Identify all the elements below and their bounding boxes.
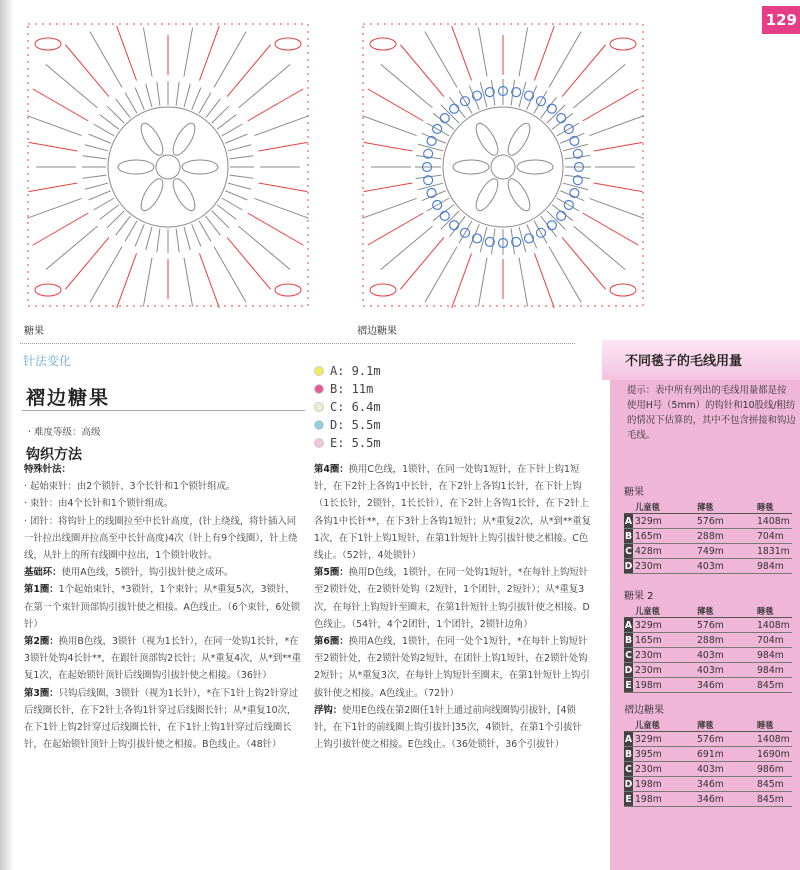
stitch-mark [100, 205, 119, 220]
special-stitch-item: · 束针：由4个长针和1个锁针组成。 [24, 498, 174, 510]
cluster-mark [169, 176, 199, 214]
stitch-mark [143, 258, 152, 307]
table-name: 褶边糖果 [624, 705, 664, 716]
table-row [624, 544, 792, 559]
table-row [624, 732, 792, 747]
cluster-mark [517, 160, 553, 174]
stitch-mark [364, 183, 413, 192]
stitch-mark [228, 145, 251, 151]
page-number: 129 [762, 6, 800, 34]
table-cell: 403m [695, 648, 755, 663]
row-key: B [624, 748, 633, 760]
table-row [624, 792, 792, 807]
stitch-mark [229, 175, 253, 178]
table-cell: 288m [695, 529, 755, 544]
stitch-mark [176, 82, 179, 106]
table-cell: 749m [695, 544, 755, 559]
yarn-label: A: 9.1m [330, 364, 381, 378]
table-row [624, 529, 792, 544]
table-cell: 288m [695, 633, 755, 648]
round-outline [443, 107, 563, 227]
corner-cluster [275, 284, 301, 296]
stitch-mark [217, 115, 236, 130]
table-cell: 428m [633, 544, 695, 559]
corner-cluster [610, 38, 636, 50]
stitch-mark [212, 106, 229, 123]
stitch-mark [27, 198, 82, 218]
table-cell: 984m [755, 559, 792, 574]
crochet-chart-ruffle-candy [353, 12, 653, 317]
cluster-mark [472, 120, 502, 158]
table-cell: 230m [633, 762, 695, 777]
round-label: 浮钩： [314, 704, 343, 716]
corner-cluster [370, 38, 396, 50]
stitch-mark [364, 142, 413, 151]
stitch-mark [89, 134, 111, 143]
stitch-mark [85, 183, 108, 189]
stitch-mark [83, 156, 107, 159]
stitch-mark [452, 253, 472, 308]
stitch-mark [157, 82, 160, 106]
round-text: 只钩后线圈，3锁针（视为1长针），*在下1针上钩2针穿过后线圈长针，在下2针上各钩1针穿过后线圈长针；从*重复10次，在下1针上钩2针穿过后线圈长针，在下1针上钩1针穿过后线圈长针，在起始锁针顶针上钩引拔针使之相接。B色线止。（48针） [24, 687, 299, 751]
row-key: C [625, 763, 632, 775]
row-key: C [625, 545, 632, 557]
column-header: 薄毯 [695, 718, 755, 732]
stitch-mark [519, 28, 528, 77]
ruffle-loop [440, 211, 449, 220]
column-header: 儿童毯 [633, 604, 695, 618]
ruffle-loop [557, 114, 566, 123]
foundation-ring [491, 155, 515, 179]
table-cell: 845m [755, 777, 792, 792]
crochet-chart-svg [353, 12, 653, 317]
stitch-mark [229, 156, 253, 159]
table-header-row [624, 500, 792, 514]
special-stitch-item: · 起始束针：由2个锁针、3个长针和1个锁针组成。 [24, 481, 236, 493]
table-cell: 984m [755, 648, 792, 663]
stitch-mark [222, 198, 243, 210]
table-name: 糖果 [624, 487, 644, 498]
stitch-mark [222, 124, 243, 136]
table-cell: 230m [633, 663, 695, 678]
ruffle-loop [440, 114, 449, 123]
stitch-mark [125, 93, 137, 114]
table-cell: 1408m [757, 619, 790, 631]
table-cell: 346m [695, 678, 755, 693]
stitch-mark [83, 175, 107, 178]
stitch-mark [560, 133, 584, 143]
usage-table-block [624, 704, 800, 807]
panel-note-line: 使用H号（5mm）的钩针和10股线/粗纺 [627, 400, 796, 411]
stitch-mark [157, 228, 160, 252]
stitch-mark [552, 113, 573, 129]
stitch-mark [116, 216, 131, 235]
stitch-mark [217, 205, 236, 220]
table-cell: 704m [755, 633, 792, 648]
stitch-mark [362, 198, 417, 218]
stitch-mark [199, 253, 219, 308]
round-text: 换用D色线，1锁针，在同一处钩1短针，*在每针上钩短针至2锁针处，在2锁针处钩（2短针，1个团针，2短针）；从*重复3次，在每针上钩短针至圈末，在第1针短针上钩引拔针使之相接。D色线止。（54针，4个2团针，1个团针，2锁针边角） [314, 567, 590, 630]
stitch-mark [206, 99, 221, 118]
yarn-label: B: 11m [330, 382, 374, 396]
table-header-row [624, 718, 792, 732]
row-key: A [624, 733, 633, 745]
table-cell: 576m [695, 732, 755, 747]
table-cell: 346m [695, 777, 755, 792]
stitch-mark [449, 97, 465, 118]
ruffle-loop [450, 221, 459, 230]
stitch-mark [100, 115, 119, 130]
stitch-mark [199, 26, 219, 81]
table-cell: 845m [755, 792, 792, 807]
stitch-mark [94, 124, 115, 136]
table-row [624, 559, 792, 574]
row-key: B [624, 634, 633, 646]
column-header: 薄毯 [695, 604, 755, 618]
stitch-mark [85, 145, 108, 151]
stitch-mark [107, 106, 124, 123]
table-row [624, 777, 792, 792]
panel-note [627, 383, 800, 443]
corner-cluster [610, 284, 636, 296]
yarn-label: C: 6.4m [330, 400, 381, 414]
cluster-mark [137, 176, 167, 214]
table-cell: 1408m [757, 733, 790, 745]
round-label: 第2圈： [24, 636, 59, 648]
chart-caption-candy: 糖果 [24, 326, 44, 337]
round-text: 换用A色线，1锁针，在同一处个1短针，*在每针上钩短针至2锁针处，在2锁针处钩2短针，在团针上钩1短针，在2锁针处钩2短针；从*重复3次，在每针上钩短针至圈末，在第1针短针上钩引拔针使之相接。A色线止。（72针） [314, 636, 590, 699]
yarn-label: D: 5.5m [330, 418, 381, 432]
cluster-mark [504, 120, 534, 158]
table-row [624, 747, 792, 762]
table-cell: 346m [695, 792, 755, 807]
stitch-mark [206, 216, 221, 235]
stitch-mark [117, 253, 137, 308]
table-cell: 165m [633, 529, 695, 544]
table-cell: 230m [633, 559, 695, 574]
stitch-mark [452, 26, 472, 81]
stitch-mark [422, 133, 446, 143]
round-instruction [314, 702, 591, 754]
table-row [624, 678, 792, 693]
row-key: D [624, 778, 633, 790]
row-key: A [624, 619, 633, 631]
table-name: 糖果 2 [624, 591, 654, 602]
section-divider [20, 343, 575, 344]
table-cell: 329m [633, 618, 695, 633]
yarn-color-dot [314, 384, 324, 394]
column-header: 薄毯 [695, 500, 755, 514]
stitch-mark [89, 191, 111, 200]
yarn-label: E: 5.5m [330, 436, 381, 450]
stitch-mark [589, 116, 644, 136]
stitch-mark [589, 198, 644, 218]
cluster-mark [137, 120, 167, 158]
stitch-mark [184, 227, 190, 250]
cluster-mark [472, 176, 502, 214]
table-cell: 984m [755, 663, 792, 678]
stitch-mark [254, 116, 309, 136]
panel-title: 不同毯子的毛线用量 [625, 354, 743, 369]
crochet-chart-svg [18, 12, 318, 317]
stitch-mark [29, 142, 78, 151]
row-key: A [624, 515, 633, 527]
usage-table-block [624, 590, 800, 693]
stitch-mark [225, 134, 247, 143]
stitch-mark [176, 228, 179, 252]
yarn-item [314, 416, 381, 434]
stitch-mark [527, 224, 537, 248]
stitch-mark [527, 86, 537, 110]
difficulty-level: · 难度等级：高级 [28, 427, 101, 438]
column-header: 睡毯 [755, 500, 792, 514]
corner-cluster [35, 38, 61, 50]
stitch-mark [478, 258, 487, 307]
stitch-mark [135, 88, 144, 110]
table-cell: 691m [695, 747, 755, 762]
special-stitches-heading: 特殊针法： [24, 464, 71, 475]
page-title: 褶边糖果 [26, 387, 111, 409]
stitch-mark [541, 97, 557, 118]
table-cell: 403m [695, 762, 755, 777]
ruffle-loop [450, 104, 459, 113]
stitch-mark [199, 221, 211, 242]
stitch-mark [594, 142, 643, 151]
table-cell: 329m [633, 514, 695, 529]
stitch-mark [184, 84, 190, 107]
table-row [624, 514, 792, 529]
table-cell: 576m [695, 618, 755, 633]
round-instruction [314, 633, 591, 702]
stitch-mark [192, 224, 201, 246]
round-text: 换用C色线，1锁针，在同一处钩1短针，在下针上钩1短针，在下2针上各钩1中长针，在下2针上各钩1长针，在下针上钩（1长长针，2锁针，1长长针），在下2针上各钩1长针，在下2针上各钩1中长针**，在下3针上各钩1短针；从*重复2次，从*到**重复1次，在下1针上钩1短针，在第1针短针上钩引拔针使之相接。C色线止。（52针，4处锁针） [314, 464, 591, 562]
table-cell: 1408m [757, 515, 790, 527]
corner-cluster [35, 284, 61, 296]
table-cell: 986m [755, 762, 792, 777]
stitch-mark [433, 205, 454, 221]
table-cell: 704m [755, 529, 792, 544]
cluster-mark [453, 160, 489, 174]
stitch-mark [184, 258, 193, 307]
stitch-mark [552, 205, 573, 221]
row-key: C [625, 649, 632, 661]
table-row [624, 618, 792, 633]
column-header: 儿童毯 [633, 500, 695, 514]
crochet-chart-candy [18, 12, 318, 317]
table-cell: 403m [695, 559, 755, 574]
stitch-mark [117, 26, 137, 81]
row-key: D [624, 560, 633, 572]
stitch-mark [433, 113, 454, 129]
stitch-mark [541, 216, 557, 237]
round-label: 第5圈： [314, 567, 349, 579]
stitch-mark [478, 28, 487, 77]
stitch-mark [29, 183, 78, 192]
stitch-mark [199, 93, 211, 114]
row-key: E [625, 793, 632, 805]
row-key: B [624, 530, 633, 542]
table-row [624, 648, 792, 663]
table-cell: 403m [695, 663, 755, 678]
table-row [624, 762, 792, 777]
round-label: 第3圈： [24, 687, 59, 699]
round-instruction [24, 564, 302, 581]
corner-cluster [275, 38, 301, 50]
panel-note-line: 的情况下估算的，其中不包含拼接和钩边 [627, 415, 796, 426]
book-spine-shadow [0, 0, 14, 870]
usage-table [624, 718, 792, 807]
stitch-mark [107, 211, 124, 228]
yarn-color-dot [314, 420, 324, 430]
table-row [624, 663, 792, 678]
stitch-mark [192, 88, 201, 110]
stitch-mark [212, 211, 229, 228]
ruffle-loop [547, 104, 556, 113]
table-cell: 198m [633, 792, 695, 807]
round-text: 使用E色线在第2圈任1针上通过前向线圈钩引拔针，[4锁针，在下1针的前线圈上钩引拔针]35次，4锁针，在第1个引拔针上钩引拔针使之相接。E色线止。（36处锁针，36个引拔针） [314, 704, 582, 751]
cluster-mark [169, 120, 199, 158]
stitch-mark [534, 253, 554, 308]
stitch-mark [594, 183, 643, 192]
stitch-mark [254, 198, 309, 218]
row-key: E [625, 679, 632, 691]
round-instruction [314, 564, 591, 633]
stitch-mark [449, 216, 465, 237]
table-cell: 198m [633, 678, 695, 693]
column-header: 睡毯 [755, 604, 792, 618]
yarn-color-dot [314, 366, 324, 376]
ruffle-loop [557, 211, 566, 220]
stitch-mark [125, 221, 137, 242]
round-text: 换用B色线，3锁针（视为1长针），在同一处钩1长针，*在3锁针处钩4长针**，在跟针顶部钩2长针；从*重复4次，从*到**重复1次，在起始锁针顶针后线圈钩引拔针使之相接。（36针） [24, 636, 301, 682]
method-heading: 钩织方法 [26, 447, 82, 463]
table-header-row [624, 604, 792, 618]
round-label: 第6圈： [314, 636, 349, 648]
instructions-left-column [24, 461, 302, 753]
stitch-mark [534, 26, 554, 81]
round-outline [108, 107, 228, 227]
round-label: 第1圈： [24, 584, 59, 596]
table-cell: 230m [633, 648, 695, 663]
foundation-ring [156, 155, 180, 179]
round-text: 使用A色线，5锁针，钩引拔针使之成环。 [61, 567, 234, 579]
yarn-color-dot [314, 438, 324, 448]
round-label: 第4圈： [314, 464, 349, 475]
stitch-mark [135, 224, 144, 246]
cluster-mark [504, 176, 534, 214]
corner-cluster [370, 284, 396, 296]
round-instruction [314, 461, 591, 564]
stitch-mark [228, 183, 251, 189]
usage-table-block [624, 486, 800, 574]
instructions-middle-column [314, 461, 591, 753]
stitch-mark [116, 99, 131, 118]
row-key: D [624, 664, 633, 676]
ruffle-loop [547, 221, 556, 230]
round-instruction [24, 685, 302, 754]
round-label: 基础环： [24, 567, 62, 579]
yarn-color-dot [314, 402, 324, 412]
stitch-mark [184, 28, 193, 77]
yarn-item [314, 398, 381, 416]
table-cell: 165m [633, 633, 695, 648]
yarn-item [314, 434, 381, 452]
title-underline [22, 410, 305, 411]
yarn-legend [314, 362, 381, 452]
panel-note-line: 提示：表中所有列出的毛线用量都是按 [627, 385, 787, 396]
special-stitch-item: · 团针：将钩针上的线圈拉至中长针高度，(针上绕线，将针插入同一针拉出线圈并拉高至中长针高度)4次（针上有9个线圈），针上绕线，从针上的所有线圈中拉出，1个锁针收针。 [24, 515, 298, 562]
round-instruction [24, 633, 302, 685]
yarn-item [314, 380, 381, 398]
chart-caption-ruffle-candy: 褶边糖果 [357, 326, 397, 337]
stitch-mark [143, 28, 152, 77]
stitch-mark [27, 116, 82, 136]
table-cell: 1831m [757, 545, 790, 557]
table-cell: 1690m [757, 748, 790, 760]
table-cell: 395m [633, 747, 695, 762]
stitch-mark [519, 258, 528, 307]
table-row [624, 633, 792, 648]
stitch-mark [422, 191, 446, 201]
usage-table [624, 604, 792, 693]
stitch-mark [469, 224, 479, 248]
stitch-mark [259, 183, 308, 192]
column-header: 儿童毯 [633, 718, 695, 732]
stitch-mark [362, 116, 417, 136]
column-header: 睡毯 [755, 718, 792, 732]
stitch-mark [469, 86, 479, 110]
stitch-mark [259, 142, 308, 151]
cluster-mark [182, 160, 218, 174]
round-instruction [24, 581, 302, 633]
panel-note-line: 毛线。 [627, 430, 656, 441]
stitch-mark [560, 191, 584, 201]
cluster-mark [118, 160, 154, 174]
usage-table [624, 500, 792, 574]
round-text: 1个起始束针，*3锁针，1个束针；从*重复5次，3锁针，在第一个束针顶部钩引拔针使之相接。A色线止。（6个束针，6处锁针） [24, 584, 301, 630]
stitch-mark [146, 84, 152, 107]
stitch-mark [94, 198, 115, 210]
yarn-item [314, 362, 381, 380]
stitch-mark [225, 191, 247, 200]
section-tag: 针法变化 [23, 354, 72, 368]
table-cell: 329m [633, 732, 695, 747]
stitch-mark [146, 227, 152, 250]
table-cell: 576m [695, 514, 755, 529]
table-cell: 198m [633, 777, 695, 792]
table-cell: 845m [755, 678, 792, 693]
